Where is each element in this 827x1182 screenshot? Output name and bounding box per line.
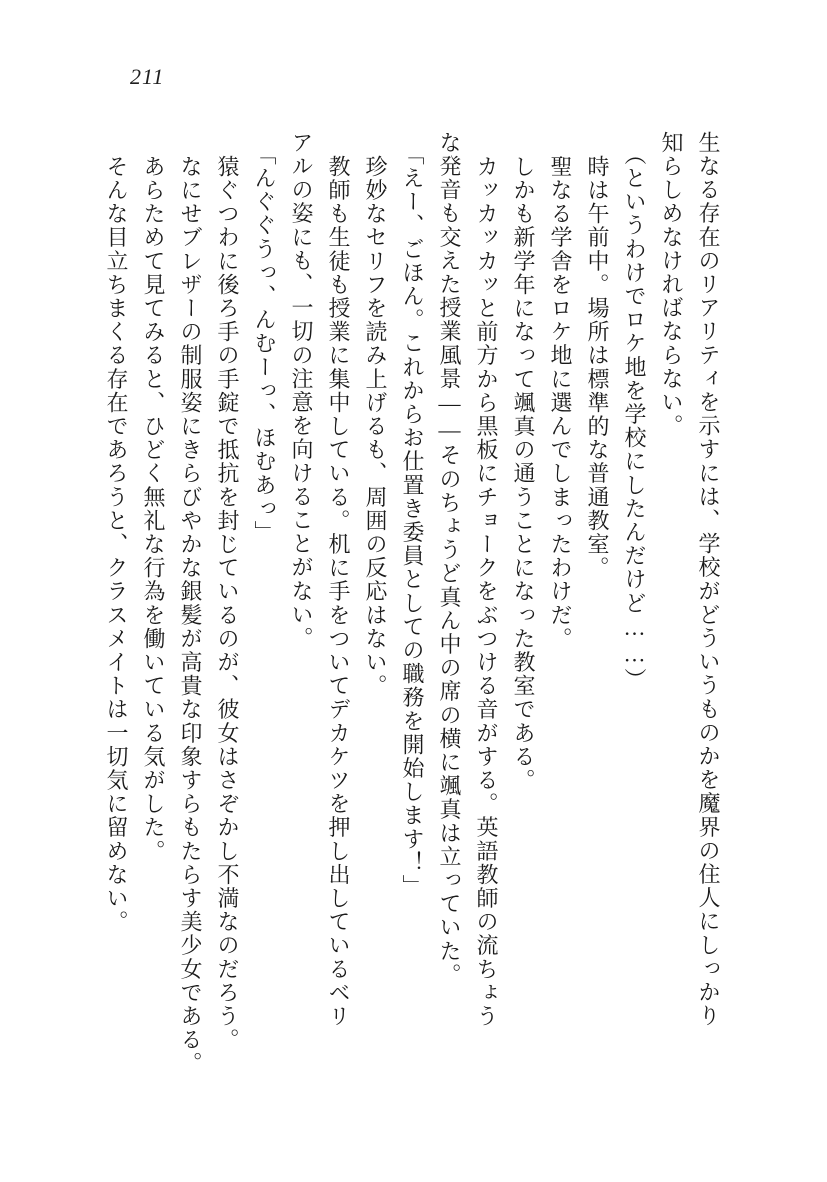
paragraph: 教師も生徒も授業に集中している。机に手をついてデカケツを押し出しているベリ アルの姿にも、一切の注意を向けることがない。: [289, 131, 351, 1029]
paragraph: そんな目立ちまくる存在であろうと、クラスメイトは一切気に留めない。: [104, 155, 129, 934]
text-block: [98, 131, 727, 1083]
paragraph: 猿ぐつわに後ろ手の手錠で抵抗を封じているのが、彼女はさぞかし不満なのだろう。: [215, 155, 240, 1052]
paragraph: あらためて見てみると、ひどく無礼な行為を働いている気がした。: [141, 155, 166, 863]
paragraph: 聖なる学舎をロケ地に選んでしまったわけだ。: [548, 155, 573, 651]
paragraph: 時は午前中。場所は標準的な普通教室。: [585, 155, 610, 580]
paragraph: しかも新学年になって颯真の通うことになった教室である。: [511, 155, 536, 793]
paragraph: なにせブレザーの制服姿にきらびやかな銀髪が高貴な印象すらもたらす美少女である。: [178, 155, 203, 1076]
page-number: 211: [130, 64, 165, 89]
paragraph: 生なる存在のリアリティを示すには、学校がどういうものかを魔界の住人にしっかり 知らしめなければならない。: [659, 131, 721, 1028]
paragraph: 珍妙なセリフを読み上げるも、周囲の反応はない。: [363, 155, 388, 698]
paragraph: 「えー、ごほん。これからお仕置き委員としての職務を開始します！」: [400, 143, 425, 899]
paragraph: （というわけでロケ地を学校にしたんだけど……）: [622, 143, 647, 692]
paragraph: カッカッカッと前方から黒板にチョークをぶつける音がする。英語教師の流ちょう な発音も交えた授業風景――そのちょうど真ん中の席の横に颯真は立っていた。: [437, 131, 499, 1029]
paragraph: 「んぐぐうっ、んむーっ、ほむあっ」: [252, 143, 277, 545]
